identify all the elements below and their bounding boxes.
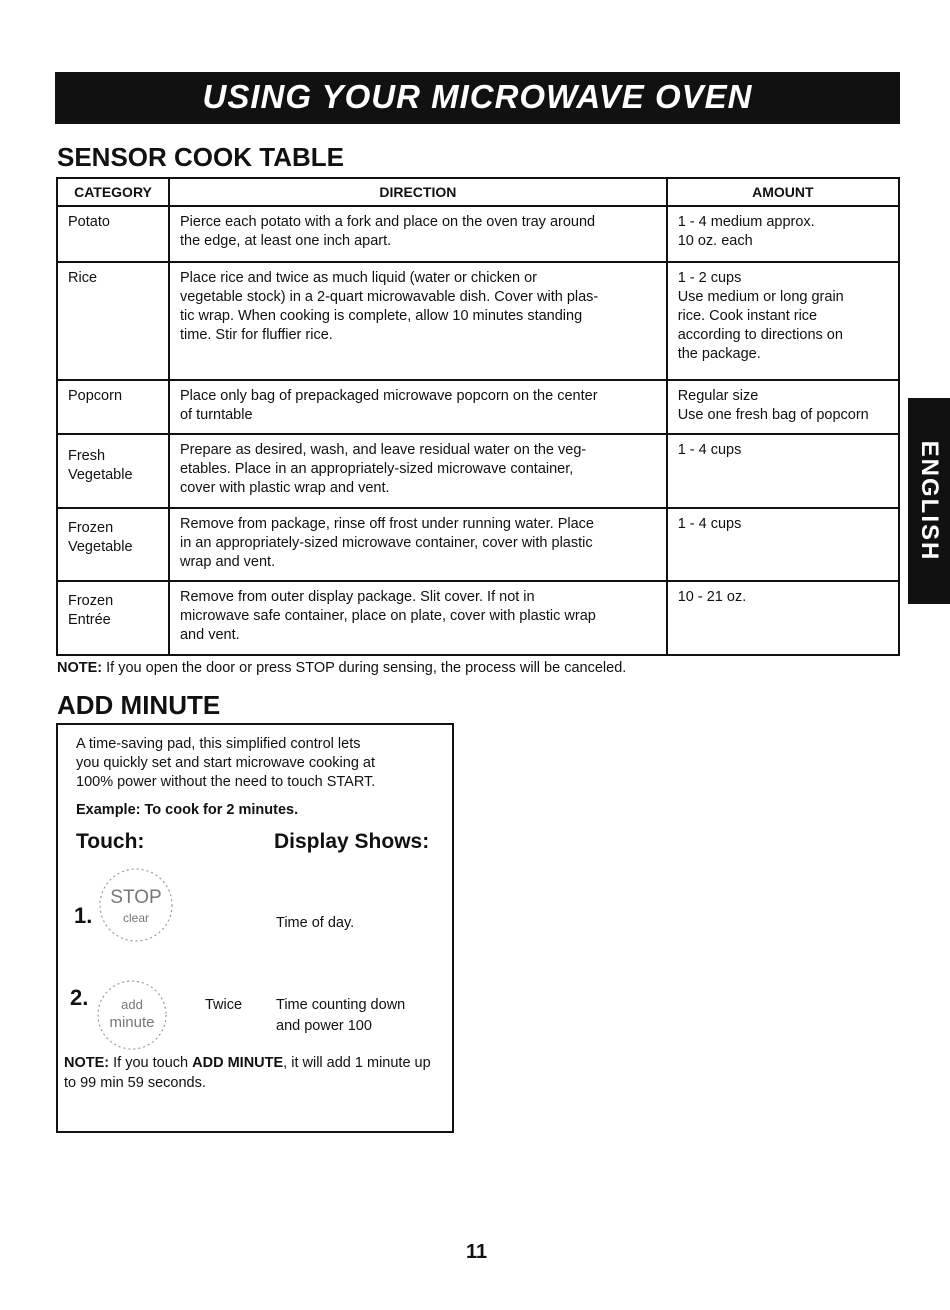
step-display-text: Time counting down and power 100: [276, 997, 406, 1034]
category-cell: Fresh Vegetable: [57, 434, 169, 508]
category-cell: Rice: [57, 262, 169, 380]
header-bar: [55, 72, 900, 124]
table-header-row: [57, 178, 899, 206]
direction-cell: Remove from outer display package. Slit cover. If not in microwave safe container, place on plate, cover with plastic wrap and vent.: [169, 581, 667, 655]
press-count-text: Twice: [205, 997, 243, 1013]
amount-cell: 1 - 2 cups Use medium or long grain rice. Cook instant rice according to directions on the package.: [667, 262, 899, 380]
category-cell: Frozen Entrée: [57, 581, 169, 655]
example-heading: Example: To cook for 2 minutes.: [76, 802, 299, 818]
direction-cell: Pierce each potato with a fork and place on the oven tray around the edge, at least one inch apart.: [169, 206, 667, 262]
page-number: 11: [466, 1241, 488, 1263]
sensor-cook-table: [56, 177, 900, 656]
amount-cell: 1 - 4 cups: [667, 434, 899, 508]
table-row: [57, 581, 899, 655]
column-header-amount: AMOUNT: [667, 178, 899, 206]
add-minute-intro: A time-saving pad, this simplified control lets you quickly set and start microwave cooking at 100% power without the need to touch START.: [76, 736, 376, 790]
sensor-cook-table-title: SENSOR COOK TABLE: [57, 142, 344, 172]
table-row: [57, 508, 899, 581]
note-emphasis: ADD MINUTE: [192, 1055, 284, 1071]
pad-top-label: add: [121, 997, 143, 1012]
touch-column-header: Touch:: [76, 830, 145, 853]
add-minute-title: ADD MINUTE: [57, 690, 221, 720]
note-label: NOTE:: [57, 660, 103, 676]
table-row: [57, 206, 899, 262]
column-header-direction: DIRECTION: [169, 178, 667, 206]
amount-cell: Regular size Use one fresh bag of popcorn: [667, 380, 899, 434]
table-row: [57, 380, 899, 434]
sensing-note: [57, 660, 626, 676]
add-minute-note: [64, 1053, 444, 1093]
table-row: [57, 262, 899, 380]
page-header-title: USING YOUR MICROWAVE OVEN: [202, 78, 753, 115]
pad-bottom-label: clear: [122, 911, 150, 925]
note-text: If you open the door or press STOP during sensing, the process will be canceled.: [102, 660, 627, 676]
pad-top-label: STOP: [110, 887, 162, 908]
pad-bottom-label: minute: [109, 1014, 155, 1031]
note-label: NOTE:: [64, 1055, 110, 1071]
column-header-category: CATEGORY: [57, 178, 169, 206]
direction-cell: Place rice and twice as much liquid (water or chicken or vegetable stock) in a 2-quart microwavable dish. Cover with plas- tic wrap. When cooking is complete, allow 10 minutes standing time. Stir for fluffier rice.: [169, 262, 667, 380]
amount-cell: 1 - 4 cups: [667, 508, 899, 581]
direction-cell: Place only bag of prepackaged microwave popcorn on the center of turntable: [169, 380, 667, 434]
amount-cell: 10 - 21 oz.: [667, 581, 899, 655]
note-text-pre: If you touch: [109, 1055, 193, 1071]
direction-cell: Remove from package, rinse off frost under running water. Place in an appropriately-sized microwave container, cover with plastic wrap and vent.: [169, 508, 667, 581]
language-side-tab: [908, 398, 950, 604]
note-text-post: , it will add 1 minute up to 99 min 59 seconds.: [64, 1055, 431, 1091]
category-cell: Popcorn: [57, 380, 169, 434]
add-minute-pad-icon: [92, 975, 172, 1055]
direction-cell: Prepare as desired, wash, and leave residual water on the veg- etables. Place in an appropriately-sized microwave container, cover with plastic wrap and vent.: [169, 434, 667, 508]
step-number: 2.: [70, 985, 89, 1010]
step-display-text: Time of day.: [276, 915, 355, 931]
stop-clear-pad-icon: [96, 865, 176, 945]
table-row: [57, 434, 899, 508]
display-column-header: Display Shows:: [274, 830, 430, 853]
add-minute-box: [56, 723, 454, 1133]
step-number: 1.: [74, 903, 93, 928]
amount-cell: 1 - 4 medium approx. 10 oz. each: [667, 206, 899, 262]
language-tab-label: ENGLISH: [916, 440, 943, 562]
category-cell: Frozen Vegetable: [57, 508, 169, 581]
category-cell: Potato: [57, 206, 169, 262]
